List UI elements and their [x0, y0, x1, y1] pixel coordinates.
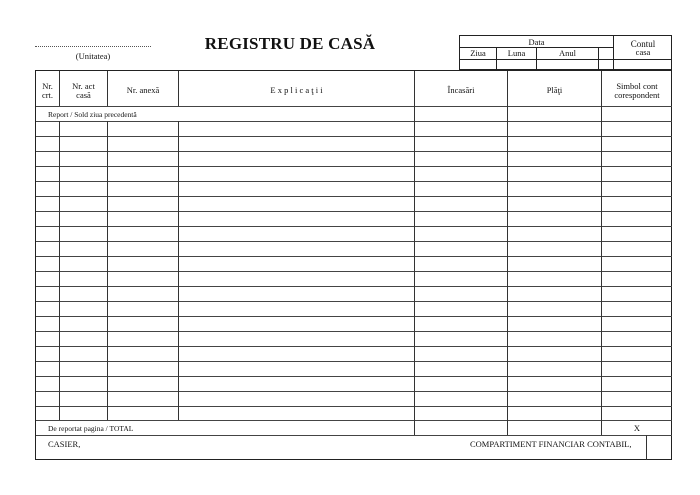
- month-label: Luna: [507, 48, 526, 58]
- row-divider: [36, 331, 672, 332]
- column-divider: [601, 71, 602, 435]
- cash-account-label-2: casa: [635, 47, 651, 57]
- col-plati: Plăţi: [546, 85, 563, 95]
- row-divider: [36, 286, 672, 287]
- row-divider: [36, 151, 672, 152]
- col-nr-crt-2: crt.: [41, 90, 54, 100]
- column-divider: [507, 71, 508, 435]
- row-divider: [36, 376, 672, 377]
- row-divider: [36, 241, 672, 242]
- col-incasari: Încasări: [447, 85, 475, 95]
- total-row-top-divider: [36, 420, 672, 421]
- carry-in-label: Report / Sold ziua precedentă: [48, 110, 137, 119]
- day-label: Ziua: [470, 48, 486, 58]
- cash-register-table: [35, 70, 672, 460]
- unit-label: (Unitatea): [75, 51, 111, 61]
- column-divider: [59, 121, 60, 420]
- row-divider: [36, 271, 672, 272]
- carry-out-label: De reportat pagina / TOTAL: [48, 424, 134, 433]
- row-divider: [36, 301, 672, 302]
- row-divider: [36, 316, 672, 317]
- row-divider: [36, 196, 672, 197]
- col-explicatii: E x p l i c a ţ i i: [270, 85, 323, 95]
- row-divider: [36, 136, 672, 137]
- unit-dotted-line: [35, 38, 151, 47]
- row-divider: [36, 121, 672, 122]
- row-divider: [36, 256, 672, 257]
- col-simbol-2: corespondent: [614, 90, 660, 100]
- row-divider: [36, 406, 672, 407]
- column-divider: [414, 71, 415, 435]
- year-label: Anul: [559, 48, 576, 58]
- finance-dept-label: COMPARTIMENT FINANCIAR CONTABIL,: [470, 439, 632, 449]
- row-divider: [36, 166, 672, 167]
- date-account-box: [459, 35, 672, 70]
- row-divider: [36, 346, 672, 347]
- col-nr-anexa: Nr. anexă: [126, 85, 160, 95]
- row-divider: [36, 211, 672, 212]
- cashier-label: CASIER,: [48, 439, 81, 449]
- column-divider: [107, 121, 108, 420]
- row-divider: [36, 391, 672, 392]
- page-title: REGISTRU DE CASĂ: [204, 34, 376, 53]
- row-divider: [36, 181, 672, 182]
- col-nr-act-1: Nr. act: [72, 81, 95, 91]
- total-row-bottom-divider: [36, 435, 672, 436]
- total-x-mark: X: [633, 423, 641, 433]
- col-nr-crt-1: Nr.: [42, 81, 53, 91]
- col-nr-act-2: casă: [76, 90, 91, 100]
- header-row-divider: [36, 106, 672, 107]
- col-simbol-1: Simbol cont: [616, 81, 658, 91]
- date-group-label: Data: [528, 37, 545, 47]
- row-divider: [36, 226, 672, 227]
- footer-divider: [646, 435, 647, 460]
- cash-account-label-1: Contul: [630, 39, 656, 49]
- column-divider: [178, 121, 179, 420]
- row-divider: [36, 361, 672, 362]
